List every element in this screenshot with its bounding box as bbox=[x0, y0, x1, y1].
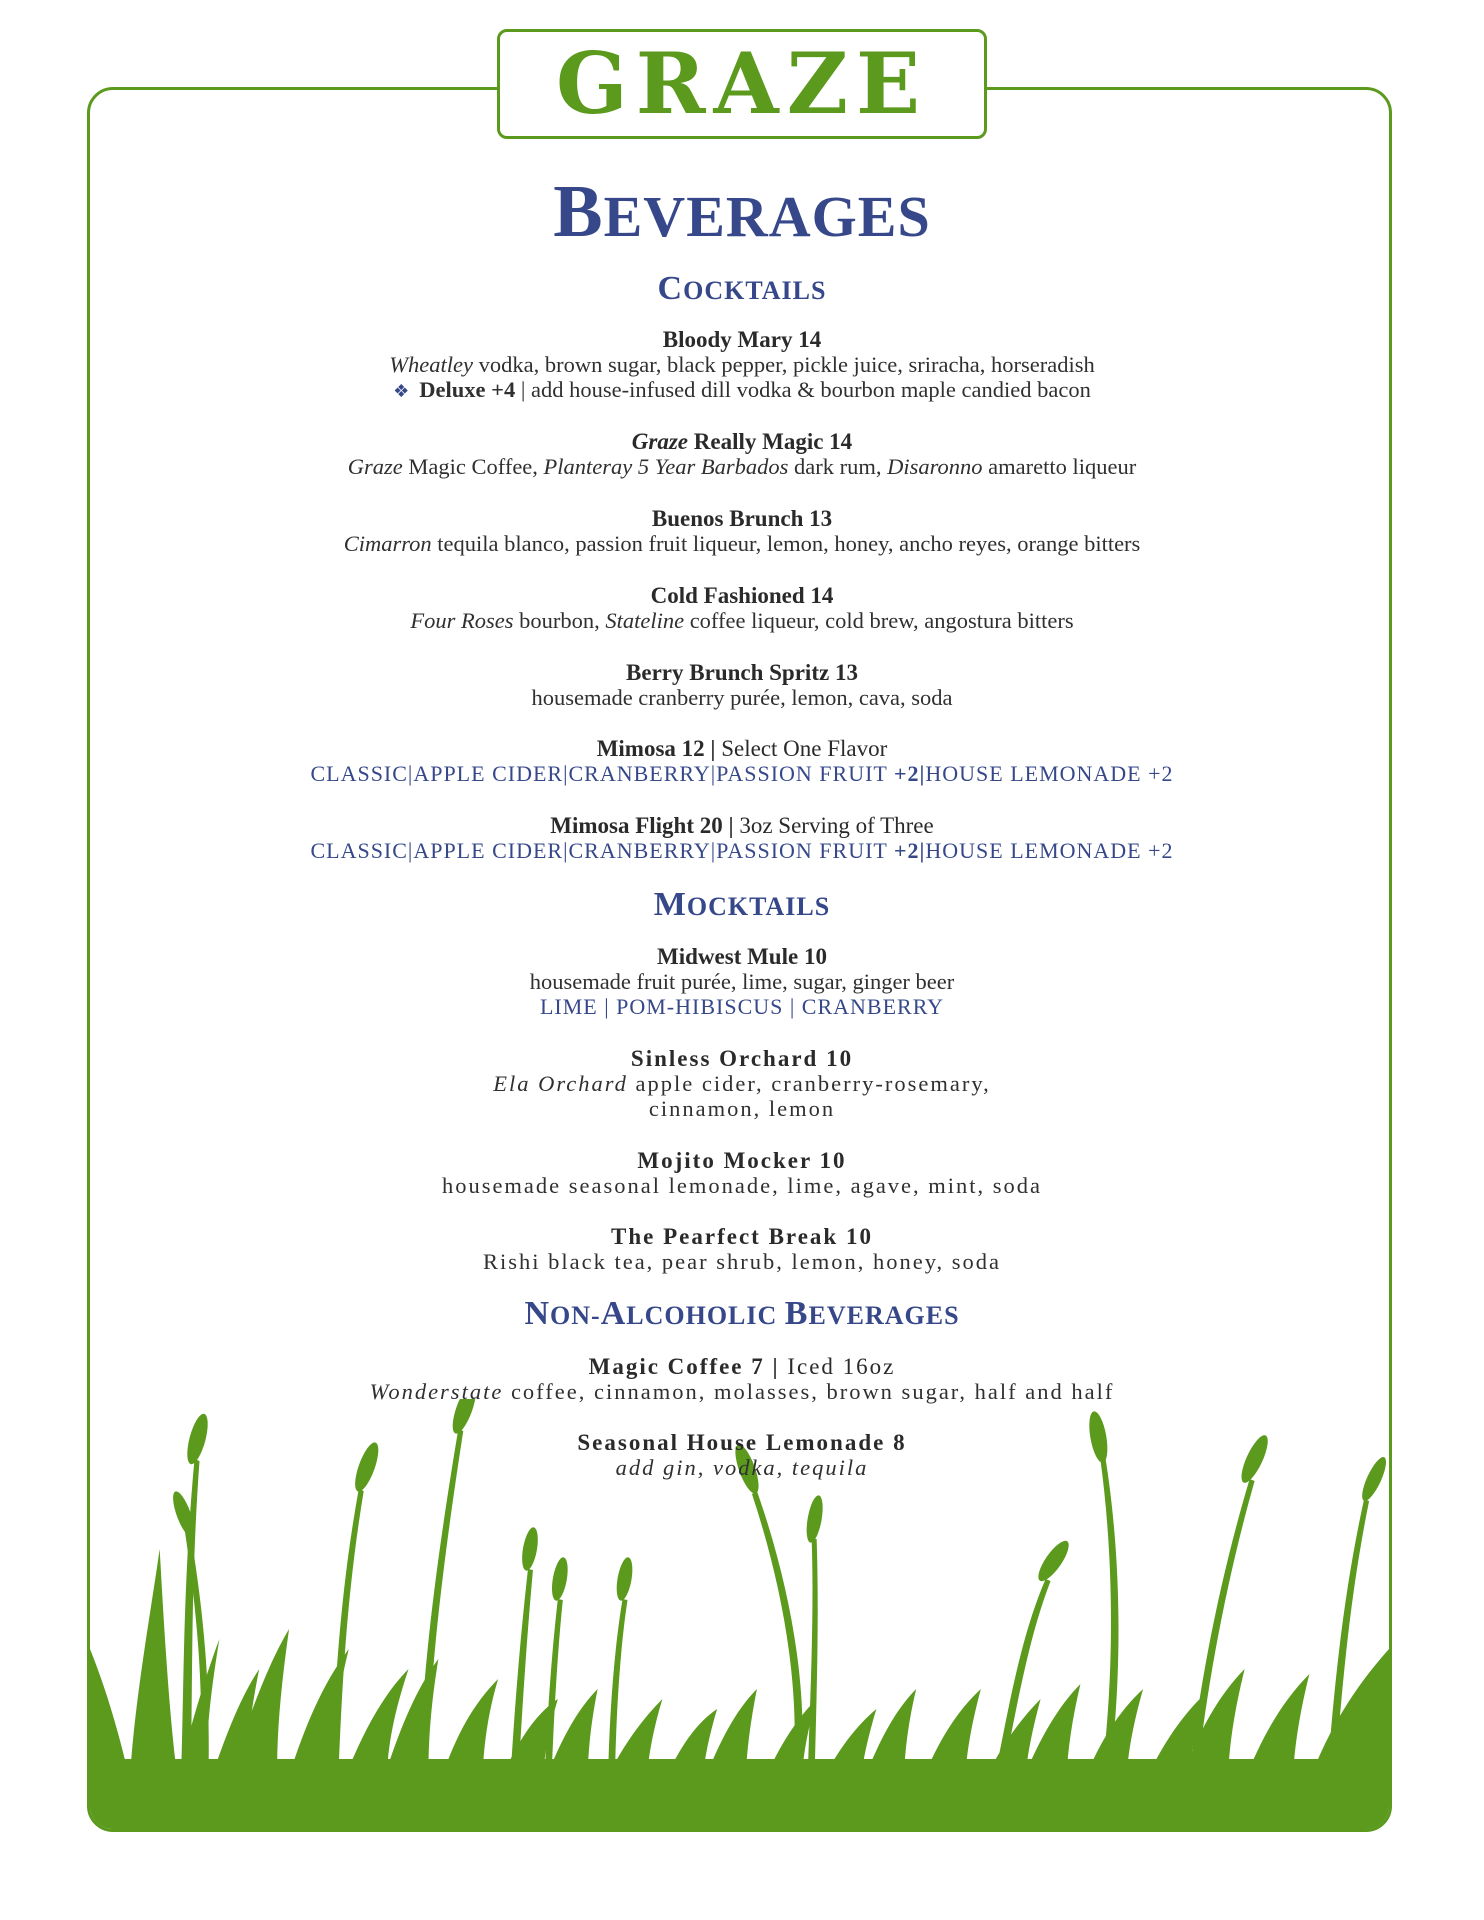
brand-name: Planteray 5 Year Barbados bbox=[543, 454, 789, 479]
graze-logo bbox=[497, 29, 987, 139]
item-description bbox=[0, 531, 1484, 556]
brand-name: Cimarron bbox=[343, 531, 432, 556]
options-text: CLASSIC|APPLE CIDER|CRANBERRY|PASSION FRUIT bbox=[310, 761, 894, 786]
desc-text: dark rum, bbox=[788, 454, 888, 479]
desc-text: bourbon, bbox=[513, 608, 606, 633]
options-text: HOUSE LEMONADE +2 bbox=[925, 761, 1174, 786]
desc-text: vodka, brown sugar, black pepper, pickle juice, sriracha, horseradish bbox=[472, 352, 1095, 377]
options-text: HOUSE LEMONADE +2 bbox=[925, 838, 1174, 863]
desc-text: apple cider, cranberry-rosemary, bbox=[627, 1071, 991, 1096]
menu-item-mimosa-flight bbox=[0, 813, 1484, 863]
menu-item-mimosa bbox=[0, 736, 1484, 786]
menu-item-cold-fashioned bbox=[0, 583, 1484, 633]
name-text: Mimosa Flight 20 | bbox=[550, 813, 734, 838]
section-non-alcoholic bbox=[0, 1297, 1484, 1331]
brand-name: Wheatley bbox=[389, 352, 473, 377]
desc-text: tequila blanco, passion fruit liqueur, lemon, honey, ancho reyes, orange bitters bbox=[431, 531, 1141, 556]
item-description bbox=[0, 608, 1484, 633]
name-text: Really Magic 14 bbox=[688, 429, 853, 454]
brand-name: Graze bbox=[347, 454, 403, 479]
name-text: Magic Coffee 7 | bbox=[588, 1354, 780, 1379]
options-upcharge: +2| bbox=[893, 838, 926, 863]
name-text: Mimosa 12 | bbox=[596, 736, 716, 761]
section-rest: OCKTAILS bbox=[683, 276, 827, 305]
menu-item-bloody-mary bbox=[0, 327, 1484, 404]
desc-text: add gin, vodka, tequila bbox=[615, 1455, 869, 1480]
item-name: Mojito Mocker 10 bbox=[637, 1148, 847, 1173]
menu-item-magic-coffee bbox=[0, 1354, 1484, 1404]
item-name: The Pearfect Break 10 bbox=[611, 1224, 873, 1249]
title-rest: EVERAGES bbox=[603, 184, 931, 249]
menu-item-berry-spritz bbox=[0, 660, 1484, 710]
flavor-options bbox=[0, 761, 1484, 786]
section-rest: EVERAGES bbox=[808, 1301, 960, 1330]
brand-name: Four Roses bbox=[410, 608, 514, 633]
item-description: housemade cranberry purée, lemon, cava, soda bbox=[531, 685, 953, 710]
options-text: CLASSIC|APPLE CIDER|CRANBERRY|PASSION FRUIT bbox=[310, 838, 894, 863]
desc-text: coffee, cinnamon, molasses, brown sugar, half and half bbox=[503, 1379, 1115, 1404]
brand-name: Graze bbox=[631, 429, 689, 454]
menu-item-midwest-mule bbox=[0, 944, 1484, 1019]
brand-name: Wonderstate bbox=[369, 1379, 504, 1404]
diamond-bullet-icon: ❖ bbox=[393, 381, 410, 401]
item-name: Sinless Orchard 10 bbox=[630, 1046, 854, 1071]
brand-name: Stateline bbox=[605, 608, 685, 633]
item-name: Buenos Brunch 13 bbox=[651, 506, 833, 531]
item-description bbox=[0, 1379, 1484, 1404]
menu-item-really-magic bbox=[0, 429, 1484, 479]
brand-name: Disaronno bbox=[887, 454, 983, 479]
section-initial: N bbox=[524, 1295, 551, 1332]
section-initial: M bbox=[653, 886, 687, 923]
item-description bbox=[0, 454, 1484, 479]
menu-item-buenos-brunch bbox=[0, 506, 1484, 556]
menu-item-mojito-mocker bbox=[0, 1148, 1484, 1198]
brand-name: Ela Orchard bbox=[493, 1071, 628, 1096]
item-subtitle: Iced 16oz bbox=[779, 1354, 896, 1379]
flavor-options bbox=[0, 838, 1484, 863]
item-name: Berry Brunch Spritz 13 bbox=[626, 660, 858, 685]
item-description bbox=[0, 352, 1484, 377]
item-name: Cold Fashioned 14 bbox=[650, 583, 834, 608]
upgrade-name: Deluxe +4 bbox=[419, 377, 516, 402]
item-subtitle: 3oz Serving of Three bbox=[733, 813, 934, 838]
item-description: housemade fruit purée, lime, sugar, ginger beer bbox=[529, 969, 955, 994]
item-name: Bloody Mary 14 bbox=[662, 327, 822, 352]
menu-item-lemonade bbox=[0, 1430, 1484, 1480]
section-rest: OCKTAILS bbox=[686, 892, 831, 921]
item-name bbox=[0, 813, 1484, 838]
page-title bbox=[0, 171, 1484, 253]
upgrade-desc: | add house-infused dill vodka & bourbon maple candied bacon bbox=[515, 377, 1091, 402]
section-rest: LCOHOLIC bbox=[626, 1301, 785, 1330]
desc-text: Magic Coffee, bbox=[402, 454, 544, 479]
section-initial: C bbox=[657, 270, 684, 307]
item-name bbox=[0, 736, 1484, 761]
section-initial: B bbox=[784, 1295, 809, 1332]
item-subtitle: Select One Flavor bbox=[715, 736, 888, 761]
section-mocktails bbox=[0, 888, 1484, 922]
item-name: Seasonal House Lemonade 8 bbox=[577, 1430, 907, 1455]
item-description-line2: cinnamon, lemon bbox=[648, 1096, 836, 1121]
section-initial: A bbox=[600, 1295, 627, 1332]
item-description: Rishi black tea, pear shrub, lemon, honey, soda bbox=[482, 1249, 1002, 1274]
section-rest: ON- bbox=[550, 1301, 601, 1330]
menu-item-sinless-orchard bbox=[0, 1046, 1484, 1121]
item-description: housemade seasonal lemonade, lime, agave, mint, soda bbox=[441, 1173, 1043, 1198]
item-description bbox=[0, 1071, 1484, 1096]
section-cocktails bbox=[0, 272, 1484, 306]
item-name bbox=[0, 1354, 1484, 1379]
options-upcharge: +2| bbox=[893, 761, 926, 786]
menu-item-pearfect-break bbox=[0, 1224, 1484, 1274]
title-initial: B bbox=[553, 171, 604, 253]
item-upgrade bbox=[0, 377, 1484, 404]
desc-text: amaretto liqueur bbox=[982, 454, 1137, 479]
flavor-options: LIME | POM-HIBISCUS | CRANBERRY bbox=[539, 994, 945, 1019]
item-name bbox=[0, 429, 1484, 454]
item-name: Midwest Mule 10 bbox=[657, 944, 827, 969]
desc-text: coffee liqueur, cold brew, angostura bitters bbox=[684, 608, 1074, 633]
item-description bbox=[0, 1455, 1484, 1480]
logo-text: GRAZE bbox=[555, 34, 929, 133]
